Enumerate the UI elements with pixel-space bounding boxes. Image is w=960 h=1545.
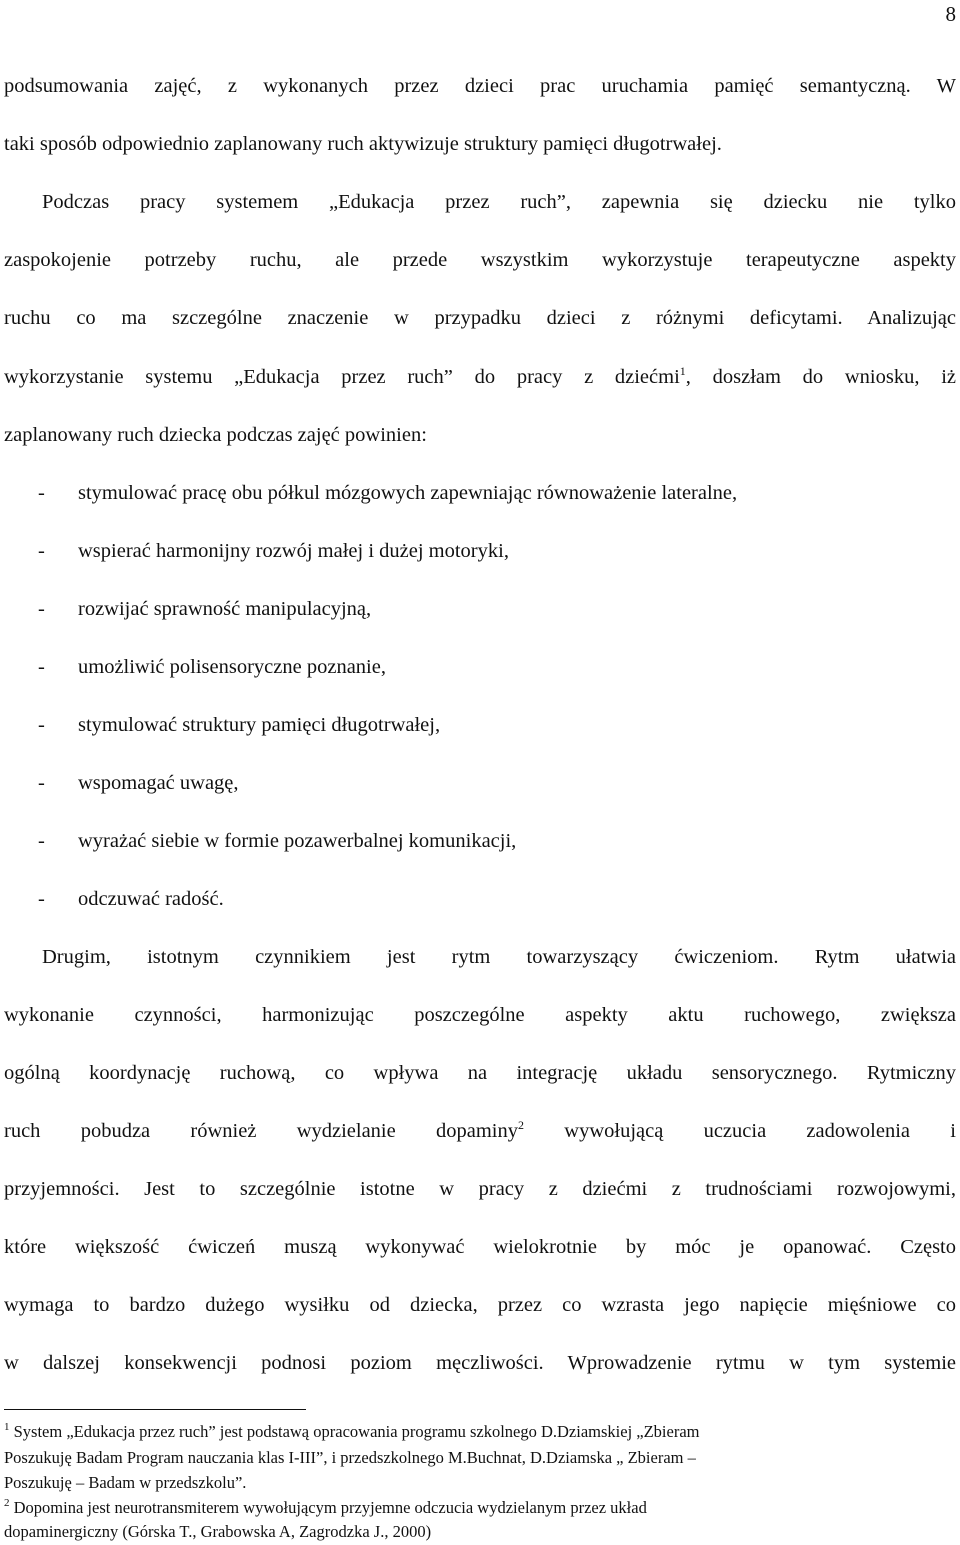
paragraph-line: wymaga to bardzo dużego wysiłku od dziecka, przez co wzrasta jego napięcie mięśniowe co (4, 1294, 956, 1316)
list-item-text: odczuwać radość. (78, 888, 224, 910)
list-item (38, 480, 737, 506)
list-item-text: rozwijać sprawność manipulacyjną, (78, 598, 372, 620)
list-item-text: stymulować struktury pamięci długotrwałej, (78, 714, 441, 736)
list-item (38, 654, 386, 680)
list-item (38, 538, 509, 564)
text-span: wykorzystanie systemu „Edukacja przez ruch” do pracy z dziećmi (4, 366, 680, 388)
footnote-number: 1 (4, 1421, 10, 1433)
footnote-text: Dopomina jest neurotransmiterem wywołującym przyjemne odczucia wydzielanym przez układ (9, 1498, 647, 1517)
footnote-2-line (4, 1497, 900, 1519)
footnote-1-line (4, 1421, 900, 1443)
list-item (38, 828, 516, 854)
page-number: 8 (945, 2, 956, 26)
footnote-ref-1: 1 (679, 364, 686, 378)
paragraph-line: zaplanowany ruch dziecka podczas zajęć powinien: (4, 424, 427, 446)
list-item (38, 770, 239, 796)
paragraph-line: ruchu co ma szczególne znaczenie w przypadku dzieci z różnymi deficytami. Analizując (4, 307, 956, 329)
list-item-text: stymulować pracę obu półkul mózgowych zapewniając równoważenie lateralne, (78, 482, 738, 504)
paragraph-line: podsumowania zajęć, z wykonanych przez dzieci prac uruchamia pamięć semantyczną. W (4, 75, 956, 97)
list-dash: - (38, 598, 45, 620)
list-dash: - (38, 656, 45, 678)
footnote-1-line: Poszukuję Badam Program nauczania klas I-III”, i przedszkolnego M.Buchnat, D.Dziamska „ Zbieram – (4, 1448, 696, 1467)
paragraph-line: zaspokojenie potrzeby ruchu, ale przede wszystkim wykorzystuje terapeutyczne aspekty (4, 249, 956, 271)
list-dash: - (38, 772, 45, 794)
paragraph-line: ogólną koordynację ruchową, co wpływa na integrację układu sensorycznego. Rytmiczny (4, 1062, 956, 1084)
paragraph-line (4, 364, 956, 390)
paragraph-line: wykonanie czynności, harmonizując poszczególne aspekty aktu ruchowego, zwiększa (4, 1004, 956, 1026)
paragraph-line: taki sposób odpowiednio zaplanowany ruch aktywizuje struktury pamięci długotrwałej. (4, 133, 722, 155)
list-item (38, 712, 440, 738)
list-dash: - (38, 888, 45, 910)
list-dash: - (38, 714, 45, 736)
text-span: ruch pobudza również wydzielanie dopaminy (4, 1120, 518, 1142)
list-dash: - (38, 540, 45, 562)
list-item-text: umożliwić polisensoryczne poznanie, (78, 656, 386, 678)
list-dash: - (38, 482, 45, 504)
list-item (38, 596, 371, 622)
footnote-ref-2: 2 (518, 1118, 524, 1132)
footnote-2-line: dopaminergiczny (Górska T., Grabowska A, Zagrodzka J., 2000) (4, 1522, 432, 1541)
paragraph-line: które większość ćwiczeń muszą wykonywać wielokrotnie by móc je opanować. Często (4, 1236, 956, 1258)
list-item-text: wspomagać uwagę, (78, 772, 239, 794)
paragraph-line: Drugim, istotnym czynnikiem jest rytm towarzyszący ćwiczeniom. Rytm ułatwia (42, 946, 956, 968)
footnote-text: System „Edukacja przez ruch” jest podstawą opracowania programu szkolnego D.Dziamskiej „Zbieram (9, 1422, 700, 1441)
footnote-number: 2 (4, 1497, 10, 1509)
paragraph-line: Podczas pracy systemem „Edukacja przez ruch”, zapewnia się dziecku nie tylko (42, 191, 956, 213)
footnote-separator (4, 1409, 306, 1410)
paragraph-line: w dalszej konsekwencji podnosi poziom męczliwości. Wprowadzenie rytmu w tym systemie (4, 1352, 956, 1374)
text-span: wywołującą uczucia zadowolenia i (524, 1120, 956, 1142)
list-dash: - (38, 830, 45, 852)
list-item-text: wspierać harmonijny rozwój małej i dużej motoryki, (78, 540, 509, 562)
list-item-text: wyrażać siebie w formie pozawerbalnej komunikacji, (78, 830, 517, 852)
paragraph-line: przyjemności. Jest to szczególnie istotne w pracy z dziećmi z trudnościami rozwojowymi, (4, 1178, 956, 1200)
footnote-1-line: Poszukuję – Badam w przedszkolu”. (4, 1473, 247, 1492)
paragraph-line (4, 1118, 956, 1144)
text-span: , doszłam do wniosku, iż (685, 366, 957, 388)
list-item (38, 886, 224, 912)
